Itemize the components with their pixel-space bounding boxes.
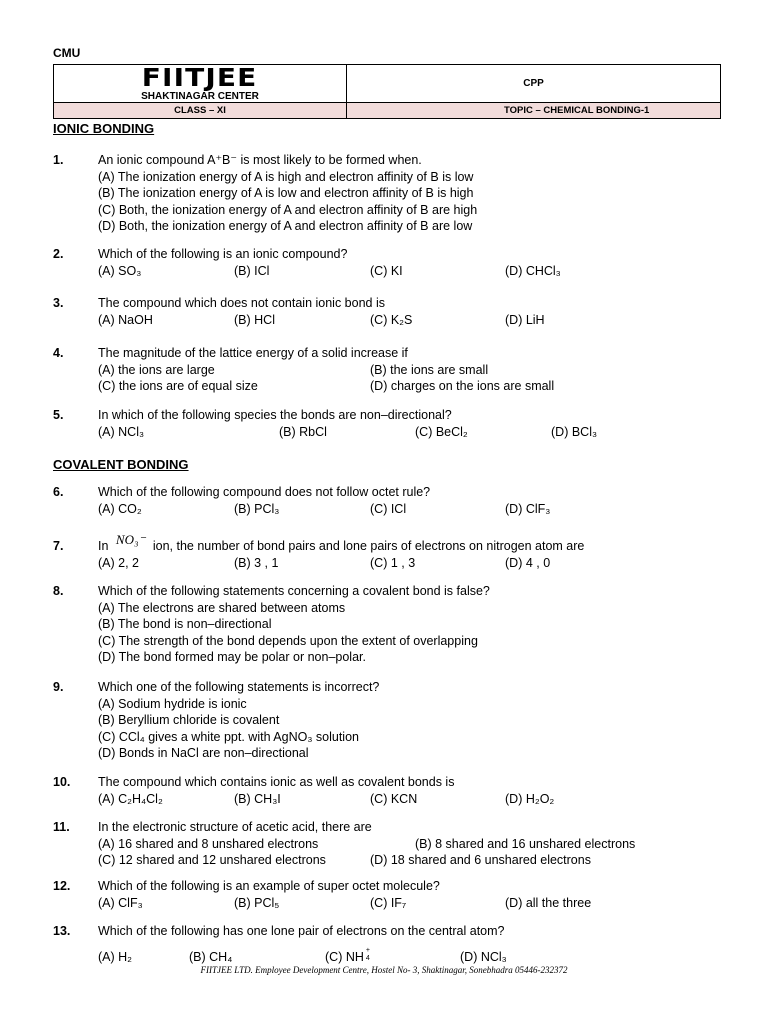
option-b: (B) ICl (234, 263, 270, 278)
brand-cell (54, 65, 347, 103)
option-c: (C) K₂S (370, 312, 413, 327)
center-name: SHAKTINAGAR CENTER (141, 91, 259, 102)
option-c: (C) the ions are of equal size (98, 379, 258, 393)
option-a: (A) The ionization energy of A is high and electron affinity of B is low (98, 169, 474, 184)
option-d: (D) Bonds in NaCl are non–directional (98, 746, 309, 760)
fiitjee-logo: FIITJEE (142, 63, 258, 92)
option-c: (C) The strength of the bond depends upon the extent of overlapping (98, 633, 478, 648)
option-b: (B) 8 shared and 16 unshared electrons (415, 836, 636, 851)
question-stem: An ionic compound A⁺B⁻ is most likely to be formed when. (98, 153, 422, 167)
option-c: (C) 12 shared and 12 unshared electrons (98, 853, 326, 867)
charge-superscript: + (365, 946, 370, 954)
question-number: 7. (53, 539, 64, 553)
question-number: 2. (53, 247, 64, 261)
cpp-label: CPP (347, 65, 721, 103)
question-stem: The compound which contains ionic as well as covalent bonds is (98, 775, 455, 789)
cmu-label: CMU (53, 46, 81, 60)
option-b: (B) The ionization energy of A is low and electron affinity of B is high (98, 186, 474, 200)
option-d: (D) 18 shared and 6 unshared electrons (370, 853, 591, 867)
option-b: (B) the ions are small (370, 362, 489, 377)
option-b: (B) CH₃I (234, 791, 281, 806)
option-b: (B) CH₄ (189, 949, 233, 964)
option-a: (A) Sodium hydride is ionic (98, 696, 247, 711)
option-c: (C) BeCl₂ (415, 424, 468, 439)
question-stem: In the electronic structure of acetic acid, there are (98, 820, 372, 834)
option-c: (C) KI (370, 263, 403, 278)
option-a: (A) NaOH (98, 312, 153, 327)
question-stem: Which of the following is an example of super octet molecule? (98, 879, 440, 893)
question-number: 5. (53, 408, 64, 422)
option-d: (D) The bond formed may be polar or non–polar. (98, 650, 366, 664)
option-a: (A) C₂H₄Cl₂ (98, 791, 163, 806)
option-a: (A) The electrons are shared between atoms (98, 600, 346, 615)
question-number: 13. (53, 924, 71, 938)
option-d: (D) CHCl₃ (505, 263, 561, 278)
option-c: (C) IF₇ (370, 895, 407, 910)
question-number: 1. (53, 153, 64, 167)
option-d: (D) NCl₃ (460, 949, 507, 964)
question-stem: Which of the following statements concerning a covalent bond is false? (98, 584, 490, 598)
option-b: (B) 3 , 1 (234, 555, 279, 570)
option-a: (A) CO₂ (98, 501, 142, 516)
option-a: (A) 16 shared and 8 unshared electrons (98, 836, 319, 851)
section-heading-ionic: IONIC BONDING (53, 121, 155, 136)
header-table (53, 64, 721, 119)
option-c: (C) CCl₄ gives a white ppt. with AgNO₃ solution (98, 729, 359, 744)
option-d: (D) charges on the ions are small (370, 379, 555, 393)
question-stem: The magnitude of the lattice energy of a solid increase if (98, 346, 408, 360)
option-b: (B) The bond is non–directional (98, 617, 272, 631)
question-number: 11. (53, 820, 70, 834)
question-stem-pre: In (98, 539, 109, 553)
option-b: (B) HCl (234, 312, 275, 327)
question-stem: The compound which does not contain ionic bond is (98, 296, 385, 310)
option-c (325, 946, 372, 966)
option-d: (D) BCl₃ (551, 424, 598, 439)
option-c: (C) ICl (370, 501, 407, 516)
question-stem: Which one of the following statements is incorrect? (98, 680, 380, 694)
question-number: 6. (53, 485, 64, 499)
page-footer: FIITJEE LTD. Employee Development Centre, Hostel No- 3, Shaktinagar, Sonebhadra 05446-232372 (200, 965, 568, 975)
count-subscript: 4 (365, 954, 370, 962)
question-stem-post: ion, the number of bond pairs and lone pairs of electrons on nitrogen atom are (152, 539, 585, 553)
option-c: (C) Both, the ionization energy of A and electron affinity of B are high (98, 202, 478, 217)
option-a: (A) 2, 2 (98, 555, 139, 570)
question-number: 4. (53, 346, 64, 360)
option-d: (D) all the three (505, 895, 592, 910)
question-number: 12. (53, 879, 71, 893)
option-b: (B) PCl₅ (234, 895, 280, 910)
question-stem: Which of the following has one lone pair of electrons on the central atom? (98, 924, 505, 938)
question-stem: Which of the following compound does not follow octet rule? (98, 485, 431, 499)
option-a: (A) ClF₃ (98, 895, 143, 910)
option-a: (A) SO₃ (98, 263, 142, 278)
option-a: (A) the ions are large (98, 362, 215, 377)
option-b: (B) RbCl (279, 424, 327, 439)
option-d: (D) H₂O₂ (505, 791, 555, 806)
option-c-text: (C) NH (325, 949, 364, 964)
option-d: (D) ClF₃ (505, 501, 551, 516)
question-number: 10. (53, 775, 71, 789)
option-d: (D) 4 , 0 (505, 555, 551, 570)
option-c: (C) KCN (370, 791, 418, 806)
option-a: (A) NCl₃ (98, 424, 145, 439)
option-d: (D) Both, the ionization energy of A and electron affinity of B are low (98, 219, 473, 233)
question-number: 8. (53, 584, 64, 598)
option-b: (B) PCl₃ (234, 501, 280, 516)
topic-label: TOPIC – CHEMICAL BONDING-1 (347, 103, 721, 119)
question-number: 9. (53, 680, 64, 694)
class-label: CLASS – XI (54, 103, 347, 119)
question-number: 3. (53, 296, 64, 310)
option-a: (A) H₂ (98, 949, 133, 964)
option-b: (B) Beryllium chloride is covalent (98, 713, 280, 727)
option-d: (D) LiH (505, 312, 545, 327)
question-stem: In which of the following species the bonds are non–directional? (98, 408, 452, 422)
question-stem: Which of the following is an ionic compound? (98, 247, 348, 261)
option-c: (C) 1 , 3 (370, 555, 416, 570)
nitrate-formula: NO₃⁻ (115, 532, 146, 547)
section-heading-covalent: COVALENT BONDING (53, 457, 189, 472)
